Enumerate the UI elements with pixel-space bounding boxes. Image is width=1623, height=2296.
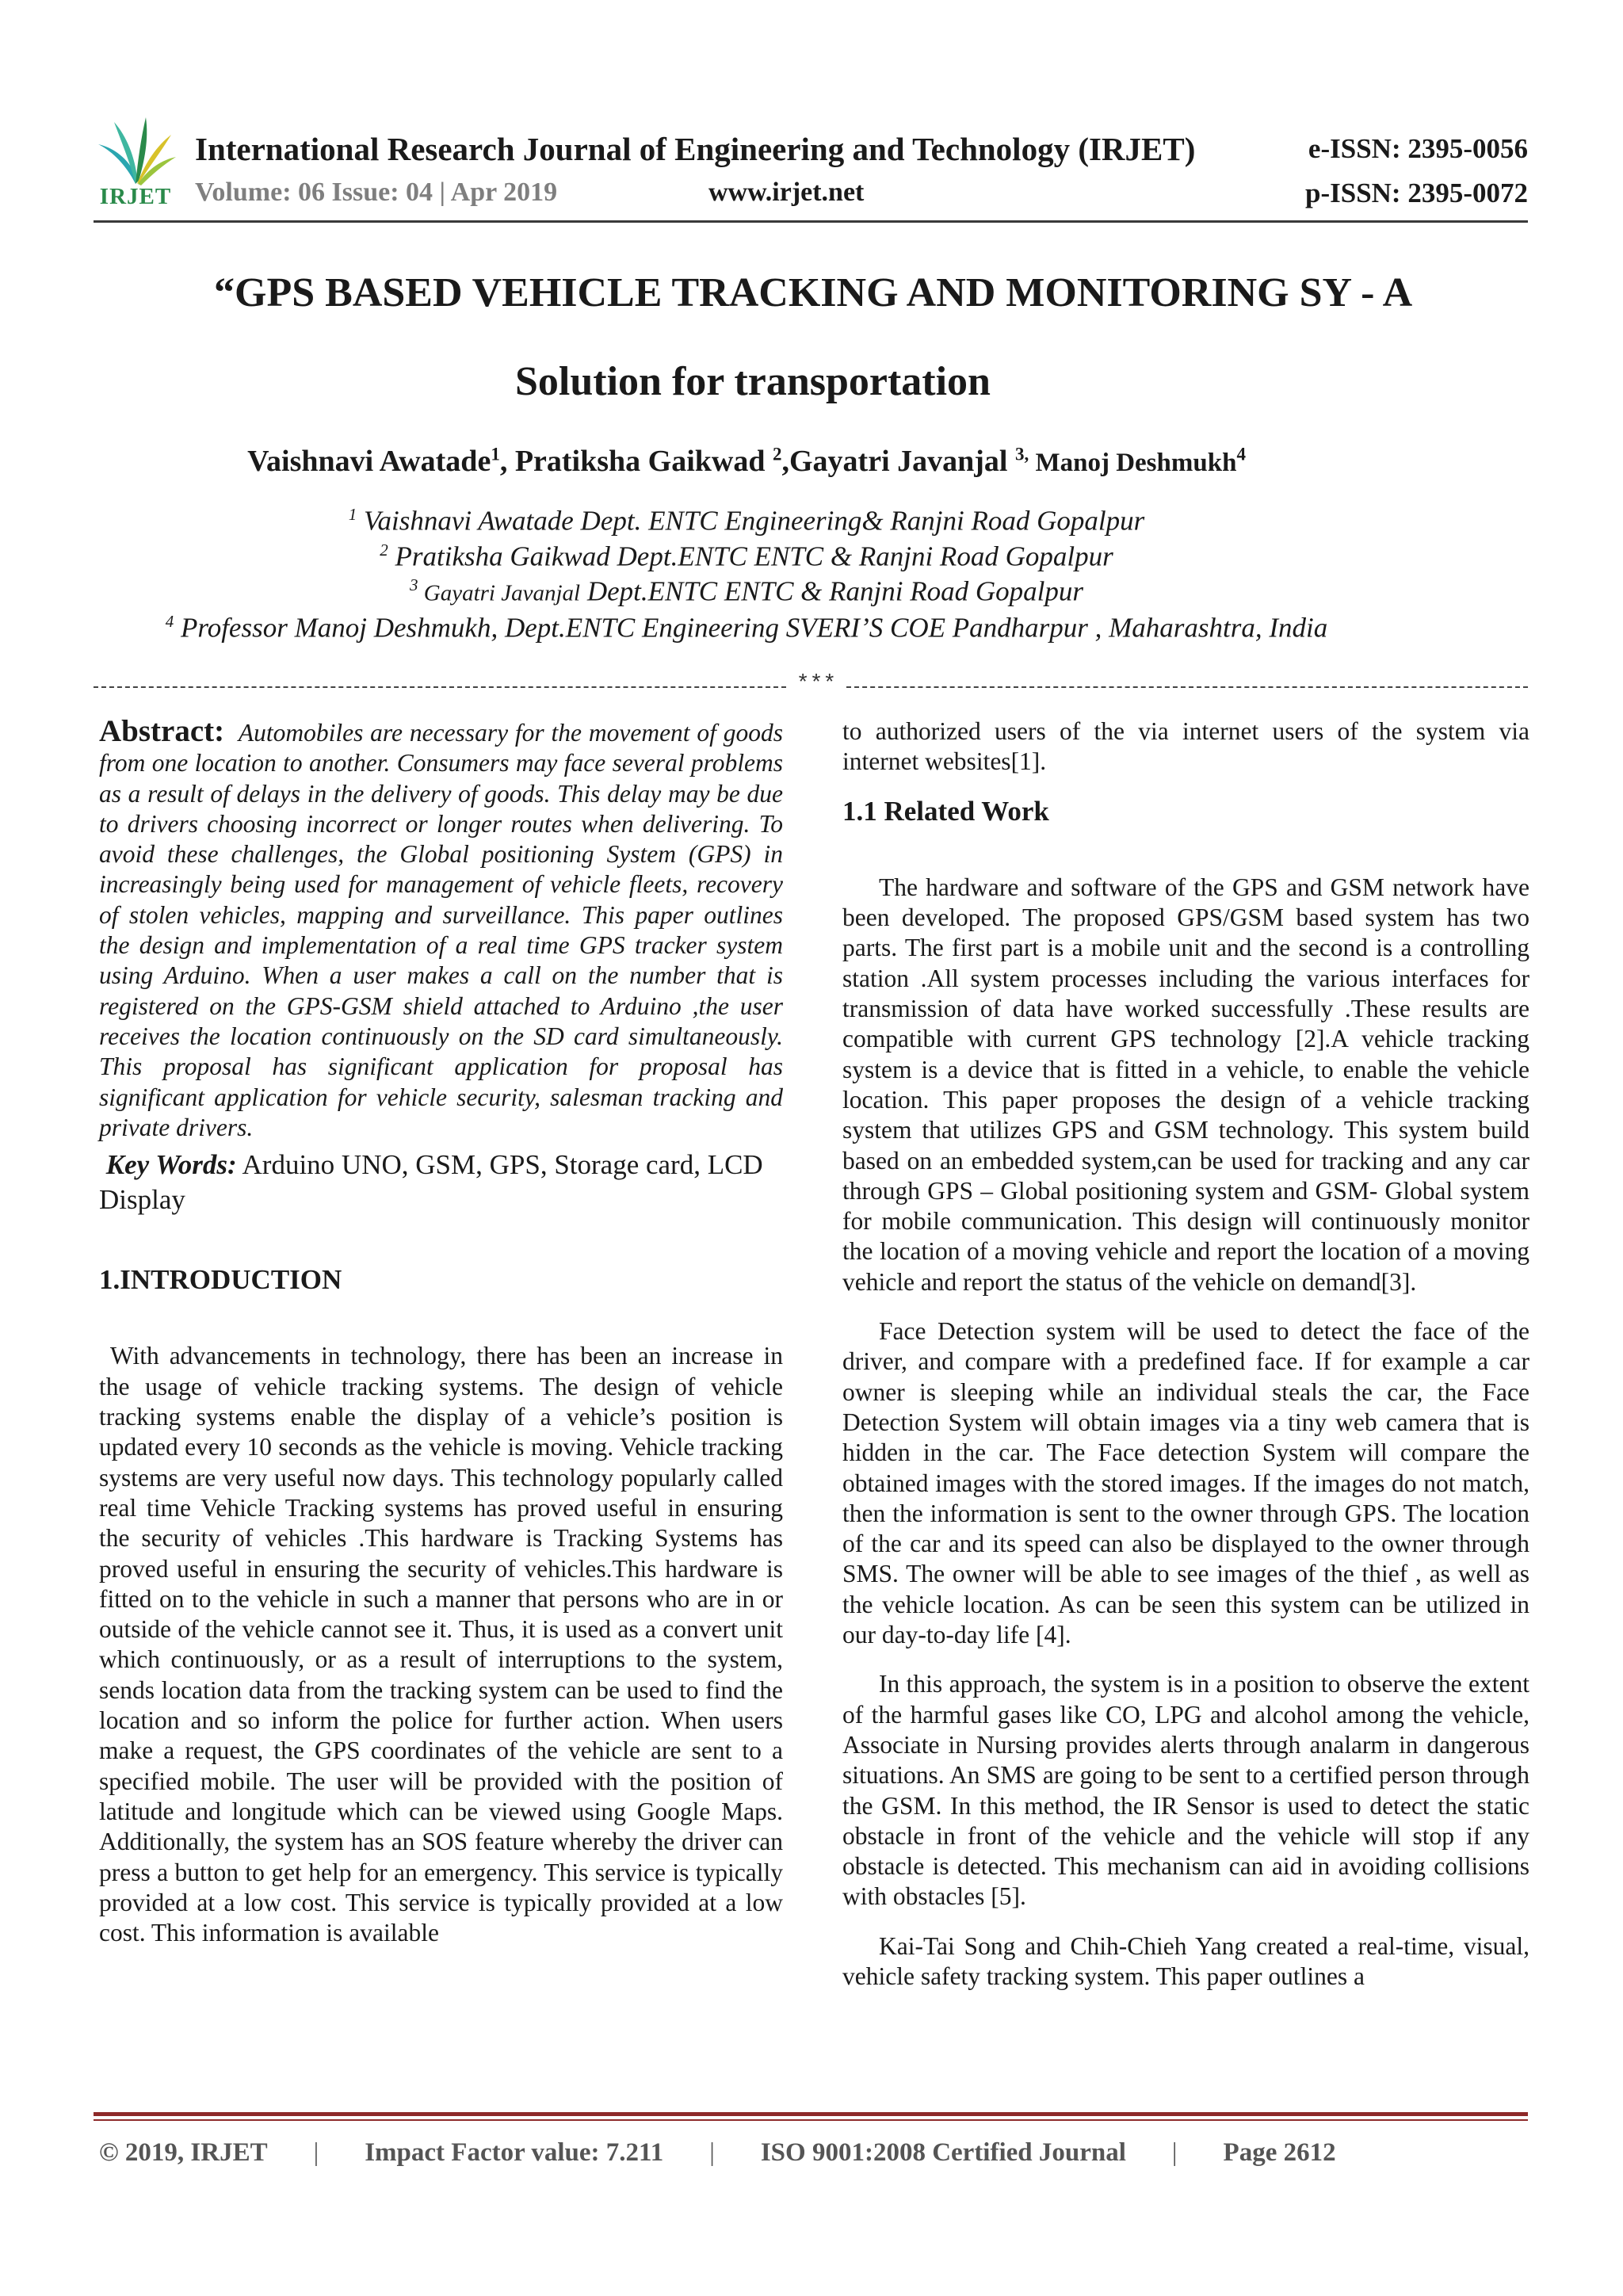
p-issn: p-ISSN: 2395-0072 [1304,178,1528,208]
affiliation-4 [0,612,1493,644]
affiliation-index: 1 [348,505,357,524]
author-name: ,Gayatri Javanjal [781,445,1015,478]
footer-separator: | [1171,2138,1178,2167]
paper-title-line-1: “GPS BASED VEHICLE TRACKING AND MONITORING SY - A [214,270,1413,315]
footer-iso: ISO 9001:2008 Certified Journal [760,2138,1126,2167]
journal-website[interactable]: www.irjet.net [708,178,865,207]
e-issn: e-ISSN: 2395-0056 [1308,133,1528,164]
footer-copyright: © 2019, IRJET [99,2138,268,2167]
introduction-continued: to authorized users of the via internet users of the system via internet websites[1]. [842,717,1529,776]
irjet-logo [94,116,178,209]
abstract-heading: Abstract: [99,714,225,748]
keywords-text: Arduino UNO, GSM, GPS, Storage card, LCD Display [99,1149,763,1216]
left-column [99,716,783,1948]
volume-issue: Volume: 06 Issue: 04 | Apr 2019 [195,178,558,207]
abstract-text: Automobiles are necessary for the movement of goods from one location to another. Consumers may face several problems as a result of delays in the delivery of goods. This delay may be due to drivers choosing incorrect or longer routes when delivering. To avoid these challenges, the Global positioning System (GPS) in increasingly being used for management of vehicle fleets, recovery of stolen vehicles, mapping and surveillance. This paper outlines the design and implementation of a real time GPS tracker system using Arduino. When a user makes a call on the number that is registered on the GPS-GSM shield attached to Arduino ,the user receives the location continuously on the SD card simultaneously. This proposal has significant application for proposal has significant application for vehicle security, salesman tracking and private drivers. [99,719,784,1141]
dashed-rule-left [94,686,786,688]
keywords [99,1148,783,1217]
author-name: , Pratiksha Gaikwad [499,445,773,478]
abstract [99,716,783,1143]
footer-separator: | [313,2138,319,2167]
logo-wordmark: IRJET [99,184,172,209]
author-index: 4 [1236,444,1246,464]
affiliation-author: Gayatri Javanjal [418,580,581,606]
dashed-rule-right [846,686,1528,688]
affiliation-index: 3 [410,575,418,594]
related-work-paragraph-3: In this approach, the system is in a position to observe the extent of the harmful gases like CO, LPG and alcohol among the vehicle, Associate in Nursing provides alerts through analarm in dangerous situations. An SMS are going to be sent to a certified person through the GSM. In this method, the IR Sensor is used to detect the static obstacle in front of the vehicle and the vehicle will stop if any obstacle is detected. This mechanism can aid in avoiding collisions with obstacles [5]. [842,1670,1529,1911]
affiliation-text: Professor Manoj Deshmukh, Dept.ENTC Engineering SVERI’S COE Pandharpur , Maharashtra, India [174,612,1328,644]
footer-page-number: Page 2612 [1223,2138,1336,2167]
author-name: Manoj Deshmukh [1029,449,1237,477]
keywords-label: Key Words [105,1149,228,1181]
header-rule [94,220,1528,223]
footer-impact-factor: Impact Factor value: 7.211 [365,2138,664,2167]
affiliation-1 [0,505,1493,537]
affiliation-index: 4 [165,612,174,631]
right-column [842,716,1529,1992]
keywords-colon: : [227,1149,237,1181]
related-work-paragraph-2: Face Detection system will be used to detect the face of the driver, and compare with a predefined face. If for example a car owner is sleeping while an individual steals the car, the Face Detection System will obtain images via a tiny web camera that is hidden in the car. The Face detection System will compare the obtained images with the stored images. If the images do not match, then the information is sent to the owner through GPS. The location of the car and its speed can also be displayed to the owner through SMS. The owner will be able to see images of the thief , as well as the vehicle location. As can be seen this system can be utilized in our day-to-day life [4]. [842,1317,1529,1649]
affiliation-text: Pratiksha Gaikwad Dept.ENTC ENTC & Ranjni Road Gopalpur [388,541,1113,572]
footer-separator: | [709,2138,715,2167]
introduction-paragraph: With advancements in technology, there has been an increase in the usage of vehicle tracking systems. The design of vehicle tracking systems enable the display of a vehicle’s position is updated every 10 seconds as the vehicle is moving. Vehicle tracking systems are very useful now days. This technology popularly called real time Vehicle Tracking systems has proved useful in ensuring the security of vehicles .This hardware is Tracking Systems has proved useful in ensuring the security of vehicles.This hardware is fitted on to the vehicle in such a manner that persons who are in or outside of the vehicle cannot see it. Thus, it is used as a convert unit which continuously, or as a result of interruptions to the system, sends location data from the tracking system can be used to find the location and so inform the police for further action. When users make a request, the GPS coordinates of the vehicle are sent to a specified mobile. The user will be provided with the position of latitude and longitude which can be viewed using Google Maps. Additionally, the system has an SOS feature whereby the driver can press a button to get help for an emergency. This service is typically provided at a low cost. This service is typically provided at a low cost. This information is available [99,1342,783,1947]
affiliation-text: Vaishnavi Awatade Dept. ENTC Engineering& Ranjni Road Gopalpur [357,505,1145,537]
author-index: 3, [1014,444,1029,464]
author-name: Vaishnavi Awatade [247,445,491,478]
author-list [0,444,1493,479]
related-work-heading: 1.1 Related Work [842,795,1049,827]
affiliation-text: Dept.ENTC ENTC & Ranjni Road Gopalpur [580,575,1083,607]
leaf-logo-icon [94,116,178,187]
paper-title-line-2: Solution for transportation [515,359,991,404]
affiliation-2 [0,541,1493,573]
related-work-paragraph-4: Kai-Tai Song and Chih-Chieh Yang created a real-time, visual, vehicle safety tracking system. This paper outlines a [842,1931,1529,1990]
separator-stars: *** [796,672,837,697]
related-work-paragraph-1: The hardware and software of the GPS and GSM network have been developed. The proposed GPS/GSM based system has two parts. The first part is a mobile unit and the second is a controlling station .All system processes including the various interfaces for transmission of data have worked successfully .These results are compatible with current GPS technology [2].A vehicle tracking system is a device that is fitted in a vehicle, to enable the vehicle location. This paper proposes the design of a vehicle tracking system that utilizes GPS and GSM technology. This system build based on an embedded system,can be used for tracking and any car through GPS – Global positioning system and GSM- Global system for mobile communication. This design will continuously monitor the location of a moving vehicle and report the location of a moving vehicle and report the status of the vehicle on demand[3]. [842,873,1529,1296]
footer-rule-thick [94,2112,1528,2116]
journal-name: International Research Journal of Engineering and Technology (IRJET) [195,131,1196,167]
affiliation-index: 2 [380,541,388,560]
footer-rule-thin [94,2119,1528,2121]
introduction-heading: 1.INTRODUCTION [99,1264,342,1296]
page-footer [99,2138,1336,2168]
author-index: 2 [772,444,782,464]
author-index: 1 [491,444,500,464]
section-separator [94,672,1520,697]
affiliation-3 [0,575,1493,608]
